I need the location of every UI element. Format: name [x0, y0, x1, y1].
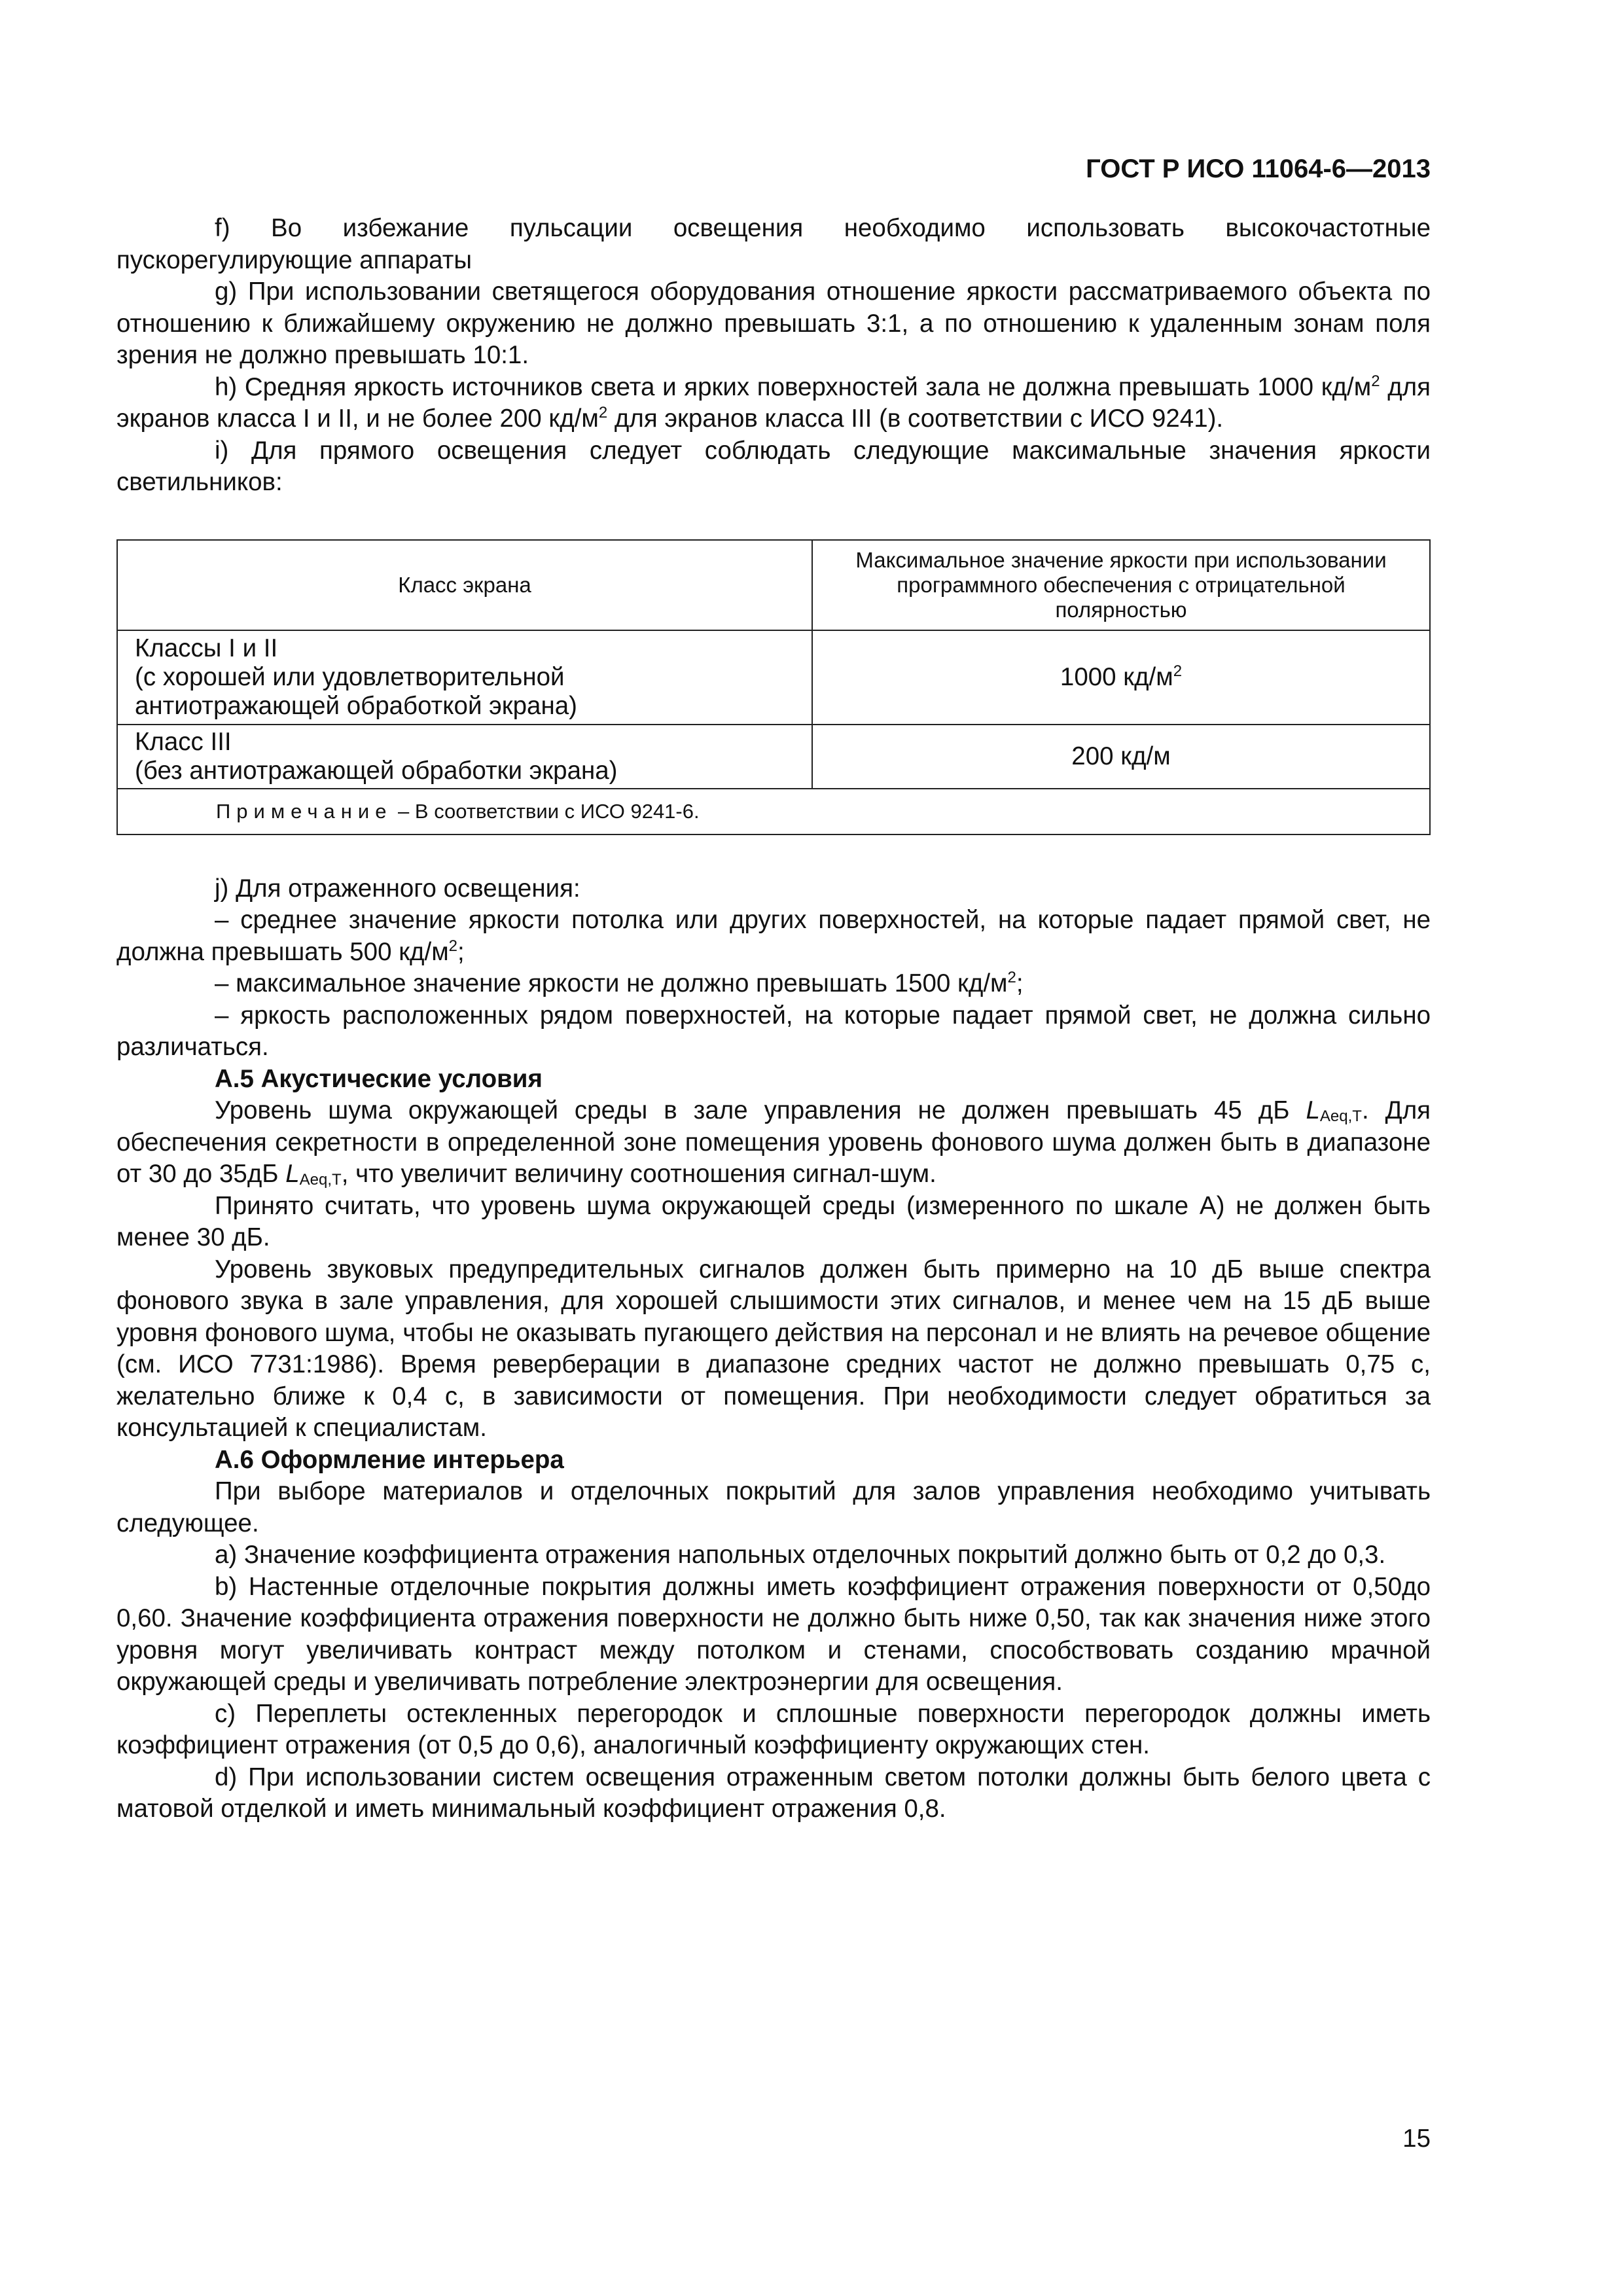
paragraph-a: а) Значение коэффициента отражения напольных отделочных покрытий должно быть от 0,2 до 0,3. [215, 1541, 1386, 1569]
text: – среднее значение яркости потолка или других поверхностей, на которые падает прямой свет, не должна превышать 500 кд/м [116, 906, 1431, 966]
dash-item [116, 968, 1431, 1000]
superscript: 2 [1173, 662, 1183, 680]
text: . Для обеспечения секретности в определенной зоне помещения уровень фонового шума должен быть в диапазоне от 30 до 35дБ [116, 1096, 1431, 1188]
header-cell-max-luminance: Максимальное значение яркости при использовании программного обеспечения с отрицательной полярностью [812, 540, 1430, 630]
cell-line: (с хорошей или удовлетворительной [135, 662, 565, 691]
text: Уровень шума окружающей среды в зале управления не должен превышать 45 дБ [215, 1096, 1306, 1124]
paragraph-c: с) Переплеты остекленных перегородок и сплошные поверхности перегородок должны иметь коэффициент отражения (от 0,5 до 0,6), аналогичный коэффициенту окружающих стен. [116, 1699, 1431, 1759]
value-cell [812, 630, 1430, 725]
superscript: 2 [1007, 969, 1016, 986]
subscript: Aeq,T [299, 1171, 342, 1189]
value-text: 1000 кд/м [1060, 662, 1173, 691]
dash-item [116, 905, 1431, 968]
section-heading-a6: А.6 Оформление интерьера [215, 1445, 564, 1474]
cell-line: (без антиотражающей обработки экрана) [135, 756, 618, 785]
document-header: ГОСТ Р ИСО 11064-6—2013 [1086, 154, 1431, 183]
note-label: Примечание [216, 799, 393, 823]
table-row [117, 630, 1430, 725]
subscript: Aeq,T [1319, 1107, 1362, 1125]
table-note-row [117, 789, 1430, 834]
dash-item: – яркость расположенных рядом поверхностей, на которые падает прямой свет, не должна сильно различаться. [116, 1001, 1431, 1061]
cell-line: антиотражающей обработкой экрана) [135, 691, 577, 720]
cell-line: Класс III [135, 727, 232, 756]
class-cell [117, 630, 812, 725]
section-heading-a5: А.5 Акустические условия [215, 1064, 543, 1093]
paragraph [116, 1095, 1431, 1191]
paragraph: Принято считать, что уровень шума окружающей среды (измеренного по шкале А) не должен быть менее 30 дБ. [116, 1191, 1431, 1251]
value-cell: 200 кд/м [812, 725, 1430, 789]
paragraph: Уровень звуковых предупредительных сигналов должен быть примерно на 10 дБ выше спектра фонового звука в зале управления, для хорошей слышимости этих сигналов, и менее чем на 15 дБ выше уровня фонового шума, чтобы не оказывать пугающего действия на персонал и не влиять на речевое общение (см. ИСО 7731:1986). Время реверберации в диапазоне средних частот не должно превышать 0,75 с, желательно ближе к 0,4 с, в зависимости от помещения. При необходимости следует обратиться за консультацией к специалистам. [116, 1255, 1431, 1442]
text: , что увеличит величину соотношения сигнал-шум. [341, 1160, 936, 1188]
cell-line: Классы I и II [135, 634, 278, 662]
table-row [117, 725, 1430, 789]
symbol-L: L [285, 1160, 300, 1188]
note-cell [117, 789, 1430, 834]
header-cell-class: Класс экрана [117, 540, 812, 630]
note-text: – В соответствии с ИСО 9241-6. [392, 799, 700, 823]
text: ; [457, 937, 465, 966]
superscript: 2 [1371, 372, 1380, 390]
page-body [116, 213, 1431, 1825]
text: ; [1016, 969, 1024, 997]
paragraph-b: b) Настенные отделочные покрытия должны иметь коэффициент отражения поверхности от 0,50до 0,60. Значение коэффициента отражения поверхности не должно быть ниже 0,50, так как значения ниже этого уровня могут увеличивать контраст между потолком и стенами, способствовать созданию мрачной окружающей среды и увеличивать потребление электроэнергии для освещения. [116, 1572, 1431, 1696]
paragraph-i: i) Для прямого освещения следует соблюдать следующие максимальные значения яркости светильников: [116, 436, 1431, 496]
paragraph: При выборе материалов и отделочных покрытий для залов управления необходимо учитывать следующее. [116, 1477, 1431, 1537]
page-number: 15 [1402, 2125, 1431, 2153]
text: – максимальное значение яркости не должно превышать 1500 кд/м [215, 969, 1008, 997]
superscript: 2 [448, 937, 458, 955]
text: h) Средняя яркость источников света и ярких поверхностей зала не должна превышать 1000 кд/м [215, 372, 1372, 401]
table-header-row [117, 540, 1430, 630]
paragraph-g: g) При использовании светящегося оборудования отношение яркости рассматриваемого объекта по отношению к ближайшему окружению не должно превышать 3:1, а по отношению к удаленным зонам поля зрения не должно превышать 10:1. [116, 278, 1431, 369]
superscript: 2 [598, 404, 608, 422]
paragraph-h [116, 372, 1431, 435]
text: для экранов класса I и II, и не более 200 кд/м [116, 372, 1431, 433]
paragraph-f: f) Во избежание пульсации освещения необходимо использовать высокочастотные пускорегулирующие аппараты [116, 214, 1431, 274]
paragraph-d: d) При использовании систем освещения отраженным светом потолки должны быть белого цвета с матовой отделкой и иметь минимальный коэффициент отражения 0,8. [116, 1763, 1431, 1823]
text: для экранов класса III (в соответствии с ИСО 9241). [607, 404, 1224, 433]
symbol-L: L [1306, 1096, 1320, 1124]
paragraph-j: j) Для отраженного освещения: [215, 874, 580, 903]
class-cell [117, 725, 812, 789]
luminance-table [116, 539, 1431, 835]
